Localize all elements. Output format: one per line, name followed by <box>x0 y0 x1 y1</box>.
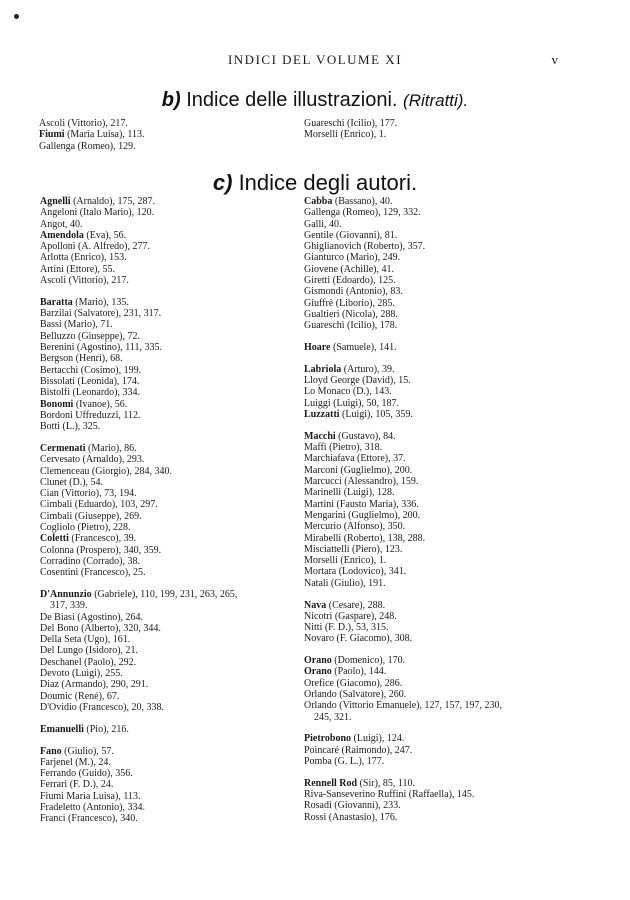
index-entry: Devoto (Luigi), 255. <box>40 668 123 680</box>
index-entry: Bertacchi (Cosimo), 199. <box>40 364 142 376</box>
index-entry: Cian (Vittorio), 73, 194. <box>40 488 137 500</box>
index-entry: Ghiglianovich (Roberto), 357. <box>304 241 426 253</box>
index-entry: Bistolfi (Leonardo), 334. <box>40 387 140 399</box>
index-entry: Hoare (Samuele), 141. <box>304 342 397 354</box>
index-entry: Orlando (Salvatore), 260. <box>304 689 407 701</box>
index-entry: Fiumi Maria Luisa), 113. <box>40 790 141 802</box>
group-gap <box>40 286 237 297</box>
section-c-heading <box>0 170 630 196</box>
index-entry: De Biasi (Agostino), 264. <box>40 611 144 623</box>
index-entry: 317, 339. <box>50 600 88 612</box>
index-entry: Belluzzo (Giuseppe), 72. <box>40 330 140 342</box>
index-entry: Clunet (D.), 54. <box>40 476 104 488</box>
index-entry: Novaro (F. Giacomo), 308. <box>304 633 413 645</box>
index-entry: D'Ovidio (Francesco), 20, 338. <box>40 701 164 713</box>
index-entry: Marinelli (Luigi), 128. <box>304 487 395 499</box>
index-entry: Giovene (Achille), 41. <box>304 263 394 275</box>
index-entry: Del Bono (Alberto), 320, 344. <box>40 622 161 634</box>
index-entry: Marchiafava (Ettore), 37. <box>304 453 406 465</box>
index-entry: Nava (Cesare), 288. <box>304 599 386 611</box>
index-entry: Gismondi (Antonio), 83. <box>304 286 403 298</box>
index-entry: Colonna (Prospero), 340, 359. <box>40 544 162 556</box>
index-entry: Maffi (Pietro), 318. <box>304 442 383 454</box>
index-entry: Guareschi (Icilio), 178. <box>304 320 398 332</box>
group-gap <box>40 432 237 443</box>
index-entry: Doumic (René), 67. <box>40 690 120 702</box>
section-b-subtitle: (Ritratti). <box>403 91 469 110</box>
index-entry: Della Seta (Ugo), 161. <box>40 634 131 646</box>
index-entry: Del Lungo (Isidoro), 21. <box>40 645 139 657</box>
index-entry: Bissolati (Leonida), 174. <box>40 375 140 387</box>
index-entry: Macchi (Gustavo), 84. <box>304 430 396 442</box>
index-entry: Mengarini (Guglielmo), 200. <box>304 509 421 521</box>
index-entry: Mirabelli (Roberto), 138, 288. <box>304 532 426 544</box>
index-entry: Fiumi (Maria Luisa), 113. <box>39 129 145 141</box>
index-entry: Cogliolo (Pietro), 228. <box>40 522 131 534</box>
index-entry: Barzilai (Salvatore), 231, 317. <box>40 308 162 320</box>
index-entry: Pomba (G. L.), 177. <box>304 756 385 768</box>
index-entry: Cimbali (Giuseppe), 269. <box>40 510 142 522</box>
index-entry: Cermenati (Mario), 86. <box>40 442 137 454</box>
index-entry: Clemenceau (Giorgio), 284, 340. <box>40 465 173 477</box>
index-entry: Cabba (Bassano), 40. <box>304 196 393 207</box>
index-entry: Botti (L.), 325. <box>40 421 101 433</box>
section-b-letter: b) <box>161 89 181 111</box>
index-entry: Gallenga (Romeo), 129, 332. <box>304 207 421 219</box>
group-gap <box>304 589 502 600</box>
group-gap <box>304 332 502 343</box>
group-gap <box>304 645 502 656</box>
index-entry: Baratta (Mario), 135. <box>40 296 129 308</box>
index-entry: Deschanel (Paolo), 292. <box>40 656 137 668</box>
index-entry: Coletti (Francesco), 39. <box>40 533 137 545</box>
group-gap <box>40 579 237 590</box>
index-entry: Luiggi (Luigi), 50, 187. <box>304 397 399 409</box>
index-entry: D'Annunzio (Gabriele), 110, 199, 231, 263, 265, <box>40 589 238 600</box>
section-c-title: Indice degli autori. <box>238 170 418 195</box>
index-entry: Orano (Domenico), 170. <box>304 655 406 667</box>
section-c-letter: c) <box>212 170 233 195</box>
index-entry: Giretti (Edoardo), 125. <box>304 275 396 287</box>
section-b-heading <box>0 89 630 112</box>
group-gap <box>304 353 502 364</box>
index-entry: Gianturco (Mario), 249. <box>304 252 401 264</box>
index-entry: Arlotta (Enrico), 153. <box>40 252 127 264</box>
index-entry: Orefice (Giacomo), 286. <box>304 677 403 689</box>
group-gap <box>304 420 502 431</box>
index-entry: Fradeletto (Antonio), 334. <box>40 802 145 814</box>
index-entry: Guareschi (Icilio), 177. <box>304 118 398 129</box>
index-entry: Poincaré (Raimondo), 247. <box>304 744 413 756</box>
index-entry: Labriola (Arturo), 39. <box>304 363 395 375</box>
index-entry: Nicotri (Gaspare), 248. <box>304 610 397 622</box>
index-entry: Ferrari (F. D.), 24. <box>40 779 114 791</box>
page-number: v <box>551 52 558 67</box>
index-entry: Luzzatti (Luigi), 105, 359. <box>304 409 413 421</box>
index-entry: Farjenel (M.), 24. <box>40 756 111 768</box>
index-entry: Galli, 40. <box>304 218 342 230</box>
index-entry: Mortara (Lodovico), 341. <box>304 566 407 578</box>
index-entry: Misciattelli (Piero), 123. <box>304 543 403 555</box>
running-title: INDICI DEL VOLUME XI <box>227 52 403 67</box>
index-entry: Riva-Sanseverino Ruffini (Raffaella), 145. <box>304 789 475 801</box>
index-entry: Cimbali (Eduardo), 103, 297. <box>40 499 158 511</box>
index-entry: Ferrando (Guido), 356. <box>40 768 133 780</box>
illustrations-left-column <box>39 118 144 152</box>
group-gap <box>304 767 502 778</box>
index-entry: Natali (Giulio), 191. <box>304 577 386 589</box>
index-entry: Rosadi (Giovanni), 233. <box>304 800 401 812</box>
index-entry: Ascoli (Vittorio), 217. <box>40 275 129 287</box>
authors-left-column <box>40 196 237 825</box>
index-entry: Giuffrè (Liborio), 285. <box>304 297 395 309</box>
index-entry: Emanuelli (Pio), 216. <box>40 723 129 735</box>
index-entry: Fano (Giulio), 57. <box>40 745 114 757</box>
index-entry: 245, 321. <box>314 711 352 723</box>
index-entry: Gualtieri (Nicola), 288. <box>304 308 398 320</box>
index-entry: Apolloni (A. Alfredo), 277. <box>40 241 150 253</box>
group-gap <box>40 735 237 746</box>
ink-dot <box>14 14 19 19</box>
index-entry: Marcucci (Alessandro), 159. <box>304 476 419 488</box>
index-entry: Rossi (Anastasio), 176. <box>304 811 398 823</box>
index-entry: Gallenga (Romeo), 129. <box>39 140 136 152</box>
index-entry: Artini (Ettore), 55. <box>40 263 115 275</box>
index-entry: Orlando (Vittorio Emanuele), 127, 157, 197, 230, <box>304 700 502 712</box>
index-entry: Lloyd George (David), 15. <box>304 375 411 387</box>
index-entry: Angeloni (Italo Mario), 120. <box>40 207 155 219</box>
index-entry: Gentile (Giovanni), 81. <box>304 229 398 241</box>
index-entry: Ascoli (Vittorio), 217. <box>39 118 128 129</box>
index-entry: Franci (Francesco), 340. <box>40 813 138 825</box>
index-entry: Morselli (Enrico), 1. <box>304 555 387 567</box>
index-entry: Diaz (Armando), 290, 291. <box>40 679 149 691</box>
illustrations-right-column <box>304 118 397 141</box>
index-entry: Bonomi (Ivanoe), 56. <box>40 398 128 410</box>
index-entry: Bordoni Uffreduzzi, 112. <box>40 409 141 421</box>
index-entry: Marconi (Guglielmo), 200. <box>304 464 413 476</box>
index-entry: Cervesato (Arnaldo), 293. <box>40 454 145 466</box>
index-entry: Morselli (Enrico), 1. <box>304 129 387 141</box>
index-entry: Corradino (Corrado), 38. <box>40 555 140 567</box>
index-entry: Lo Monaco (D.), 143. <box>304 386 392 398</box>
authors-right-column <box>304 196 502 823</box>
group-gap <box>40 713 237 724</box>
index-entry: Amendola (Eva), 56. <box>40 229 127 241</box>
index-entry: Angot, 40. <box>40 218 83 230</box>
group-gap <box>304 723 502 734</box>
index-entry: Berenini (Agostino), 111, 335. <box>40 342 163 354</box>
index-entry: Bergson (Henri), 68. <box>40 353 123 365</box>
index-entry: Pietrobono (Luigi), 124. <box>304 733 405 745</box>
index-entry: Rennell Rod (Sir), 85, 110. <box>304 777 416 789</box>
index-entry: Nitti (F. D.), 53, 315. <box>304 622 389 634</box>
section-b-title: Indice delle illustrazioni. <box>186 89 398 111</box>
index-entry: Mercurio (Alfonso), 350. <box>304 521 406 533</box>
index-entry: Agnelli (Arnaldo), 175, 287. <box>40 196 155 207</box>
index-entry: Martini (Fausto Maria), 336. <box>304 498 419 510</box>
index-entry: Orano (Paolo), 144. <box>304 666 387 678</box>
index-entry: Cosentini (Francesco), 25. <box>40 567 146 579</box>
index-entry: Bassi (Mario), 71. <box>40 319 113 331</box>
